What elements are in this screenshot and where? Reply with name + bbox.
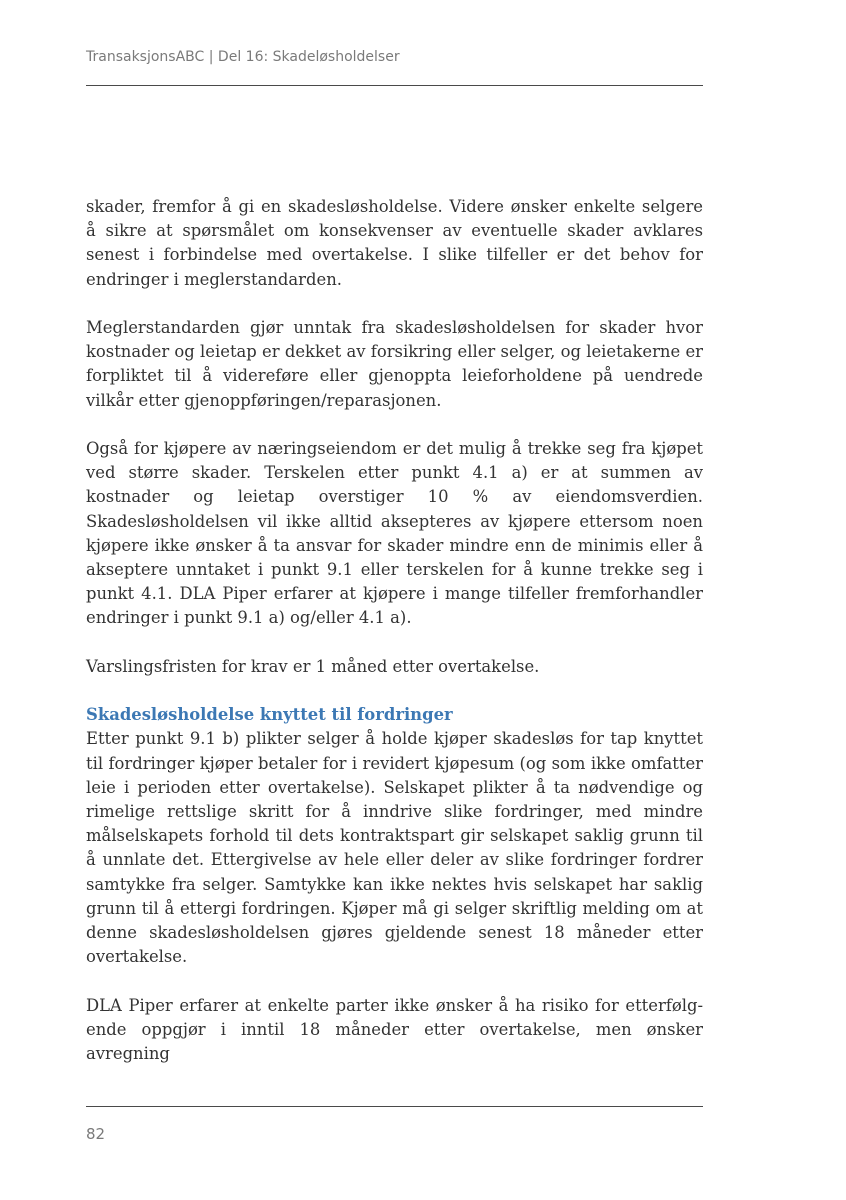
running-header: TransaksjonsABC | Del 16: Skadeløsholdelser bbox=[86, 49, 400, 65]
footer-divider bbox=[86, 1106, 703, 1107]
body-paragraph-1: skader, fremfor å gi en skadesløsholdelse. Videre ønsker enkelte selgere å sikre at spørsmålet om konsekvenser av eventuelle skader avklares senest i forbindelse med overtakelse. I slike tilfeller er det behov for endringer i meglerstandarden. bbox=[86, 197, 703, 289]
section-heading: Skadesløsholdelse knyttet til fordringer bbox=[86, 705, 453, 725]
section-paragraph-1: Etter punkt 9.1 b) plikter selger å holde kjøper skadesløs for tap knyttet til fordringer kjøper betaler for i revidert kjøpesum (og som ikke omfatter leie i perioden etter overtakelse). Selskapet plikter å ta nødvendige og rimelige rettslige skritt for å inndrive slike fordringer, med mindre målselskapets forhold til dets kontraktspart gir selskapet saklig grunn til å unnlate det. Ettergivelse av hele eller deler av slike fordringer fordrer samtykke fra selger. Samtykke kan ikke nektes hvis selskapet har saklig grunn til å ettergi fordringen. Kjøper må gi selger skriftlig melding om at denne skadesløsholdelsen gjøres gjeldende senest 18 måneder etter overtakelse. bbox=[86, 729, 703, 967]
header-divider bbox=[86, 85, 703, 86]
body-paragraph-4: Varslingsfristen for krav er 1 måned etter overtakelse. bbox=[86, 656, 540, 676]
section-paragraph-2: DLA Piper erfarer at enkelte parter ikke ønsker å ha risiko for etterfølgende oppgjør i inntil 18 måneder etter overtakelse, men ønsker avregning bbox=[86, 995, 703, 1064]
body-paragraph-2: Meglerstandarden gjør unntak fra skadesløsholdelsen for skader hvor kostnader og leietap er dekket av forsikring eller selger, og leietakerne er forpliktet til å videreføre eller gjenoppta leieforholdene på uendrede vilkår etter gjenoppføringen/reparasjonen. bbox=[86, 318, 703, 410]
page-body bbox=[86, 195, 703, 1066]
body-paragraph-3: Også for kjøpere av næringseiendom er det mulig å trekke seg fra kjøpet ved større skader. Terskelen etter punkt 4.1 a) er at summen av kostnader og leietap overstiger 10 % av eiendomsverdien. Skadesløsholdelsen vil ikke alltid aksepteres av kjøpere ettersom noen kjøpere ikke ønsker å ta ansvar for skader mindre enn de minimis eller å akseptere unntaket i punkt 9.1 eller terskelen for å kunne trekke seg i punkt 4.1. DLA Piper erfarer at kjøpere i mange tilfeller fremforhandler endringer i punkt 9.1 a) og/eller 4.1 a). bbox=[86, 439, 703, 628]
page-number: 82 bbox=[86, 1125, 106, 1143]
